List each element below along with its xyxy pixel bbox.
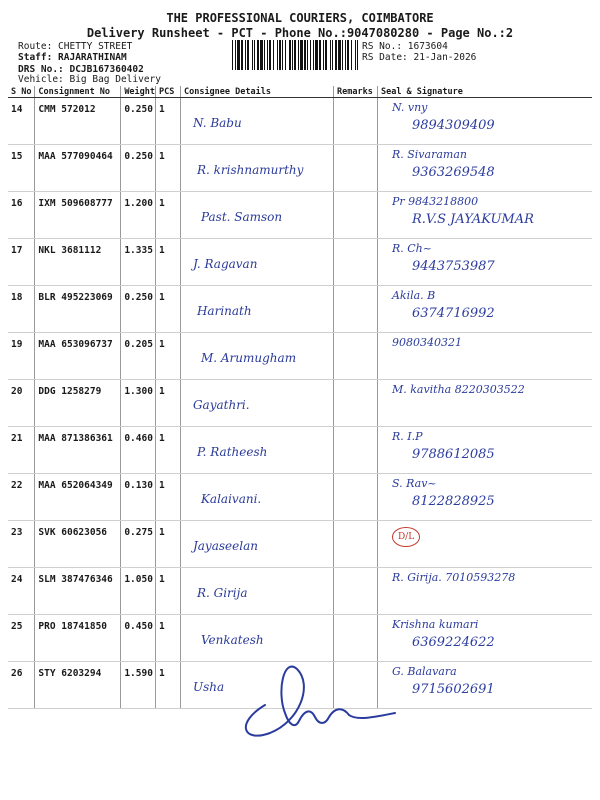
cell-weight: 1.335 [121, 239, 156, 286]
cell-remarks [334, 521, 378, 568]
cell-consignment: STY 6203294 [35, 662, 121, 709]
cell-consignee [180, 98, 333, 145]
barcode-bar [260, 40, 263, 70]
barcode-bar [292, 40, 293, 70]
table-row [8, 145, 592, 192]
cell-weight: 0.450 [121, 615, 156, 662]
route-label: Route: CHETTY STREET [18, 41, 133, 52]
cell-consignment: MAA 871386361 [35, 427, 121, 474]
cell-pcs: 1 [156, 662, 181, 709]
consignee-handwriting: Jayaseelan [192, 539, 258, 553]
cell-consignment: PRO 18741850 [35, 615, 121, 662]
table-row [8, 192, 592, 239]
cell-weight: 1.590 [121, 662, 156, 709]
cell-weight: 0.250 [121, 98, 156, 145]
cell-consignee [180, 380, 333, 427]
cell-remarks [334, 568, 378, 615]
cell-pcs: 1 [156, 615, 181, 662]
cell-sno: 17 [8, 239, 35, 286]
barcode-bar [294, 40, 296, 70]
barcode-bar [357, 40, 358, 70]
cell-pcs: 1 [156, 145, 181, 192]
cell-consignee [180, 521, 333, 568]
barcode-bar [323, 40, 324, 70]
table-row [8, 380, 592, 427]
barcode-bar [257, 40, 259, 70]
table-header-row [8, 86, 592, 98]
cell-consignment: CMM 572012 [35, 98, 121, 145]
cell-sno: 22 [8, 474, 35, 521]
col-header-weight: Weight [121, 86, 156, 98]
cell-pcs: 1 [156, 239, 181, 286]
cell-signature [377, 286, 592, 333]
cell-consignee [180, 333, 333, 380]
signature-line-1: S. Rav~ [391, 477, 437, 490]
barcode-bar [254, 40, 255, 70]
consignee-handwriting: Past. Samson [200, 210, 283, 224]
cell-signature [377, 521, 592, 568]
cell-sno: 15 [8, 145, 35, 192]
consignee-handwriting: N. Babu [192, 116, 242, 130]
cell-consignment: MAA 577090464 [35, 145, 121, 192]
barcode-bar [267, 40, 268, 70]
barcode-bar [332, 40, 333, 70]
cell-pcs: 1 [156, 333, 181, 380]
cell-signature [377, 98, 592, 145]
consignee-handwriting: Venkatesh [200, 633, 264, 647]
cell-weight: 0.460 [121, 427, 156, 474]
signature-line-1: N. vny [391, 101, 428, 114]
consignee-handwriting: Gayathri. [192, 398, 250, 412]
cell-sno: 24 [8, 568, 35, 615]
consignee-handwriting: M. Arumugham [200, 351, 297, 365]
cell-remarks [334, 286, 378, 333]
col-header-pcs: PCS [156, 86, 181, 98]
cell-weight: 0.130 [121, 474, 156, 521]
barcode-bar [342, 40, 343, 70]
barcode-bar [319, 40, 321, 70]
cell-sno: 18 [8, 286, 35, 333]
col-header-consignee: Consignee Details [180, 86, 333, 98]
barcode-bar [277, 40, 278, 70]
cell-remarks [334, 427, 378, 474]
barcode-bar [289, 40, 291, 70]
barcode-bar [264, 40, 265, 70]
document-subtitle: Delivery Runsheet - PCT - Phone No.:9047080280 - Page No.:2 [86, 26, 514, 40]
table-row [8, 98, 592, 145]
col-header-signature: Seal & Signature [377, 86, 592, 98]
table-row [8, 333, 592, 380]
cell-pcs: 1 [156, 521, 181, 568]
cell-signature [377, 145, 592, 192]
signature-line-2: 6369224622 [411, 635, 495, 650]
barcode-bar [338, 40, 341, 70]
barcode-bar [300, 40, 303, 70]
vehicle-label: Vehicle: Big Bag Delivery [18, 74, 161, 85]
cell-signature [377, 192, 592, 239]
col-header-remarks: Remarks [334, 86, 378, 98]
signature-line-1: Pr 9843218800 [391, 195, 479, 208]
rs-number: RS No.: 1673604 [362, 41, 448, 52]
barcode-bar [252, 40, 253, 70]
cell-remarks [334, 145, 378, 192]
cell-consignee [180, 192, 333, 239]
signature-line-1: R. I.P [391, 430, 423, 443]
cell-weight: 1.200 [121, 192, 156, 239]
cell-pcs: 1 [156, 98, 181, 145]
cell-consignee [180, 568, 333, 615]
table-row [8, 286, 592, 333]
barcode-bar [279, 40, 281, 70]
signature-line-1: G. Balavara [391, 665, 457, 678]
cell-consignee [180, 145, 333, 192]
barcode-bar [330, 40, 331, 70]
cell-consignment: DDG 1258279 [35, 380, 121, 427]
barcode-bar [310, 40, 311, 70]
cell-sno: 14 [8, 98, 35, 145]
signature-line-2: 8122828925 [411, 494, 495, 509]
cell-sno: 25 [8, 615, 35, 662]
cell-weight: 0.205 [121, 333, 156, 380]
staff-signature [225, 655, 415, 745]
consignee-handwriting: R. Girija [196, 586, 248, 600]
cell-remarks [334, 474, 378, 521]
barcode-bar [335, 40, 337, 70]
cell-remarks [334, 333, 378, 380]
cell-consignee [180, 239, 333, 286]
cell-weight: 1.050 [121, 568, 156, 615]
cell-consignment: BLR 495223069 [35, 286, 121, 333]
barcode-bar [232, 40, 233, 70]
barcode-bar [347, 40, 349, 70]
cell-consignment: SVK 60623056 [35, 521, 121, 568]
cell-pcs: 1 [156, 380, 181, 427]
barcode-bar [245, 40, 246, 70]
cell-pcs: 1 [156, 568, 181, 615]
cell-signature [377, 380, 592, 427]
signature-line-1: R. Sivaraman [391, 148, 467, 161]
signature-line-2: 6374716992 [411, 306, 495, 321]
barcode-bar [241, 40, 243, 70]
cell-weight: 0.250 [121, 145, 156, 192]
barcode-bar [313, 40, 314, 70]
signature-line-1: Akila. B [391, 289, 436, 302]
signature-line-1: M. kavitha 8220303522 [391, 383, 525, 396]
table-row [8, 568, 592, 615]
table-row [8, 474, 592, 521]
signature-line-2: 9715602691 [411, 682, 495, 697]
document-title: THE PROFESSIONAL COURIERS, COIMBATORE [166, 11, 434, 25]
barcode-bar [247, 40, 249, 70]
barcode [232, 40, 358, 70]
barcode-bar [304, 40, 306, 70]
drs-label: DRS No.: DCJB167360402 [18, 64, 144, 75]
rs-date: RS Date: 21-Jan-2026 [362, 52, 477, 63]
signature-line-1: Krishna kumari [391, 618, 479, 631]
staff-label: Staff: RAJARATHINAM [18, 52, 127, 63]
cell-pcs: 1 [156, 192, 181, 239]
cell-weight: 0.250 [121, 286, 156, 333]
barcode-bar [237, 40, 240, 70]
cell-sno: 16 [8, 192, 35, 239]
consignee-handwriting: J. Ragavan [192, 257, 258, 271]
signature-line-2: 9788612085 [411, 447, 495, 462]
cell-signature [377, 474, 592, 521]
signature-line-1: R. Ch~ [391, 242, 432, 255]
barcode-bar [351, 40, 352, 70]
col-header-consignment: Consignment No [35, 86, 121, 98]
barcode-bar [307, 40, 308, 70]
signature-line-1: 9080340321 [391, 336, 462, 349]
cell-sno: 23 [8, 521, 35, 568]
signature-line-1: R. Girija. 7010593278 [391, 571, 516, 584]
cell-sno: 21 [8, 427, 35, 474]
cell-sno: 26 [8, 662, 35, 709]
runsheet-table [8, 86, 592, 709]
cell-consignee [180, 474, 333, 521]
consignee-handwriting: Usha [192, 680, 225, 694]
cell-signature [377, 333, 592, 380]
cell-pcs: 1 [156, 474, 181, 521]
cell-signature [377, 239, 592, 286]
cell-remarks [334, 192, 378, 239]
signature-line-2: 9443753987 [411, 259, 495, 274]
cell-consignment: SLM 387476346 [35, 568, 121, 615]
cell-weight: 1.300 [121, 380, 156, 427]
cell-consignment: NKL 3681112 [35, 239, 121, 286]
signature-line-2: R.V.S JAYAKUMAR [411, 212, 534, 227]
consignee-handwriting: Kalaivani. [200, 492, 262, 506]
barcode-bar [285, 40, 286, 70]
cell-signature [377, 427, 592, 474]
consignee-handwriting: P. Ratheesh [196, 445, 268, 459]
cell-consignment: MAA 652064349 [35, 474, 121, 521]
col-header-sno: S No [8, 86, 35, 98]
barcode-bar [235, 40, 236, 70]
delivered-stamp: D/L [392, 527, 420, 547]
barcode-bar [355, 40, 356, 70]
cell-sno: 20 [8, 380, 35, 427]
cell-remarks [334, 98, 378, 145]
barcode-bar [273, 40, 274, 70]
consignee-handwriting: Harinath [196, 304, 252, 318]
cell-consignment: MAA 653096737 [35, 333, 121, 380]
barcode-bar [298, 40, 299, 70]
table-row [8, 239, 592, 286]
signature-line-2: 9894309409 [411, 118, 495, 133]
signature-line-2: 9363269548 [411, 165, 495, 180]
cell-consignment: IXM 509608777 [35, 192, 121, 239]
barcode-bar [269, 40, 271, 70]
cell-consignee [180, 286, 333, 333]
cell-sno: 19 [8, 333, 35, 380]
table-row [8, 521, 592, 568]
barcode-bar [315, 40, 318, 70]
cell-pcs: 1 [156, 286, 181, 333]
consignee-handwriting: R. krishnamurthy [196, 163, 304, 177]
cell-remarks [334, 380, 378, 427]
table-row [8, 427, 592, 474]
cell-signature [377, 568, 592, 615]
cell-remarks [334, 239, 378, 286]
barcode-bar [325, 40, 327, 70]
cell-weight: 0.275 [121, 521, 156, 568]
barcode-bar [345, 40, 346, 70]
cell-pcs: 1 [156, 427, 181, 474]
cell-consignee [180, 427, 333, 474]
barcode-bar [282, 40, 283, 70]
